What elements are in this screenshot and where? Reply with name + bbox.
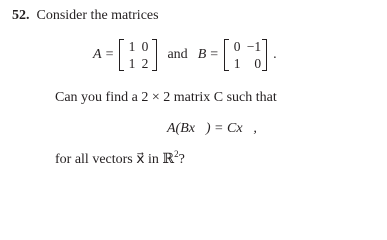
condition-text <box>55 149 185 168</box>
equation: A(Bx⃗) = Cx⃗, <box>167 121 257 136</box>
matrix-b-cell: 1 <box>233 56 241 71</box>
problem-prompt: Consider the matrices <box>36 8 159 23</box>
matrix-b-trailing-period: . <box>273 47 277 62</box>
condition-main: for all vectors x⃗ in ℝ <box>55 152 175 167</box>
matrix-a-cell: 1 <box>128 56 136 71</box>
matrix-a-cell: 1 <box>128 39 136 54</box>
question-text: Can you find a 2 × 2 matrix C such that <box>55 90 277 105</box>
condition-exponent: 2 <box>174 149 179 159</box>
matrix-a-label: A <box>93 47 102 62</box>
matrix-b-cell: 0 <box>254 56 262 71</box>
matrix-b <box>224 38 267 72</box>
problem-number: 52. <box>12 8 30 23</box>
matrix-a-cell: 0 <box>141 39 149 54</box>
matrix-b-cell: −1 <box>246 39 262 54</box>
problem-statement <box>12 8 159 24</box>
matrix-b-cell: 0 <box>233 39 241 54</box>
matrix-b-equals: = <box>210 47 219 62</box>
condition-end: ? <box>178 152 185 167</box>
connector-and: and <box>167 47 188 62</box>
matrix-b-label: B <box>197 47 207 62</box>
matrix-definitions <box>93 35 277 75</box>
matrix-a <box>119 38 157 72</box>
matrix-a-equals: = <box>105 47 114 62</box>
matrix-a-cell: 2 <box>141 56 149 71</box>
